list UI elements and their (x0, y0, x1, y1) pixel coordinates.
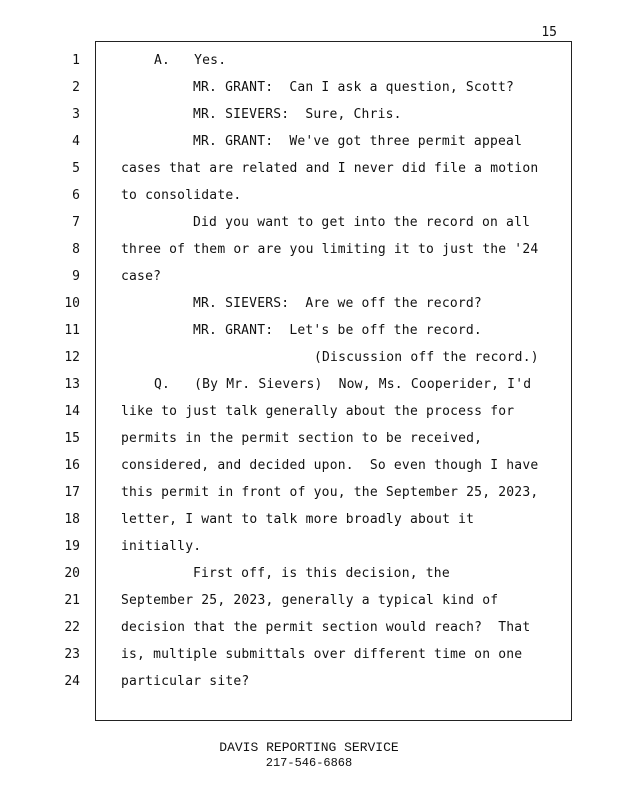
line-number: 23 (64, 647, 80, 662)
transcript-line: letter, I want to talk more broadly about it (121, 512, 475, 527)
line-number: 7 (72, 215, 80, 230)
line-number: 19 (64, 539, 80, 554)
line-number: 8 (72, 242, 80, 257)
transcript-line: Q. (By Mr. Sievers) Now, Ms. Cooperider, I'd (154, 377, 532, 392)
transcript-line: initially. (121, 539, 202, 554)
line-number: 17 (64, 485, 80, 500)
transcript-line: MR. GRANT: We've got three permit appeal (193, 134, 523, 149)
page-number: 15 (541, 25, 557, 40)
line-number: 10 (64, 296, 80, 311)
transcript-line: Did you want to get into the record on all (193, 215, 531, 230)
line-number: 9 (72, 269, 80, 284)
line-number: 15 (64, 431, 80, 446)
line-number: 1 (72, 53, 80, 68)
transcript-line: A. Yes. (154, 53, 227, 68)
transcript-line: decision that the permit section would reach? That (121, 620, 531, 635)
transcript-line: permits in the permit section to be received, (121, 431, 483, 446)
transcript-line: MR. SIEVERS: Sure, Chris. (193, 107, 402, 122)
transcript-line: this permit in front of you, the September 25, 2023, (121, 485, 539, 500)
line-number: 20 (64, 566, 80, 581)
transcript-line: MR. GRANT: Let's be off the record. (193, 323, 482, 338)
line-number: 22 (64, 620, 80, 635)
transcript-line: First off, is this decision, the (193, 566, 450, 581)
footer-phone-number: 217-546-6868 (265, 756, 353, 770)
line-number: 2 (72, 80, 80, 95)
line-number: 14 (64, 404, 80, 419)
line-number: 21 (64, 593, 80, 608)
line-number: 6 (72, 188, 80, 203)
line-number: 5 (72, 161, 80, 176)
transcript-line: three of them or are you limiting it to just the '24 (121, 242, 539, 257)
footer-company-name: DAVIS REPORTING SERVICE (219, 740, 399, 755)
transcript-line: is, multiple submittals over different time on one (121, 647, 523, 662)
line-number-column (40, 53, 80, 701)
line-number: 18 (64, 512, 80, 527)
transcript-line: September 25, 2023, generally a typical kind of (121, 593, 499, 608)
line-number: 3 (72, 107, 80, 122)
line-number: 13 (64, 377, 80, 392)
line-number: 16 (64, 458, 80, 473)
transcript-line: MR. GRANT: Can I ask a question, Scott? (193, 80, 515, 95)
transcript-line: to consolidate. (121, 188, 242, 203)
transcript-line: (Discussion off the record.) (314, 350, 539, 365)
transcript-line: particular site? (121, 674, 250, 689)
transcript-line: cases that are related and I never did file a motion (121, 161, 539, 176)
line-number: 4 (72, 134, 80, 149)
transcript-line: case? (121, 269, 162, 284)
line-number: 11 (64, 323, 80, 338)
transcript-body (121, 53, 561, 701)
line-number: 24 (64, 674, 80, 689)
transcript-line: MR. SIEVERS: Are we off the record? (193, 296, 482, 311)
transcript-line: considered, and decided upon. So even though I have (121, 458, 539, 473)
transcript-line: like to just talk generally about the process for (121, 404, 515, 419)
line-number: 12 (64, 350, 80, 365)
